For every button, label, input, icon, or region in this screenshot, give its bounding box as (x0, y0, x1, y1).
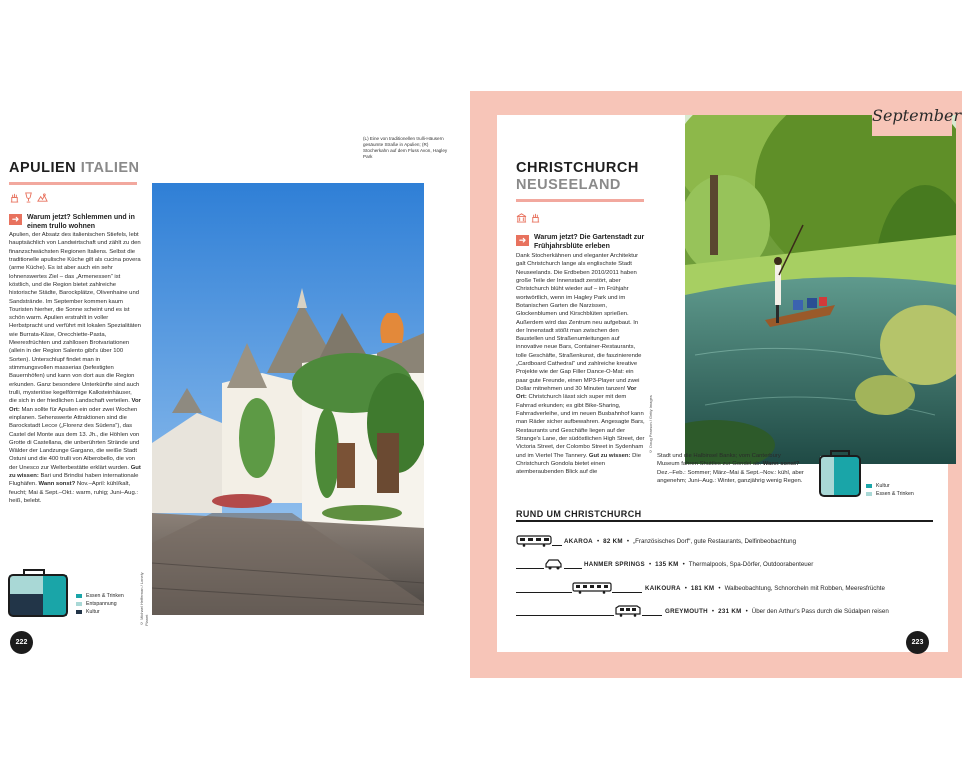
route-line (612, 592, 642, 593)
theme-icons (9, 192, 48, 203)
trip-item: HANMER SPRINGS • 135 KM • Thermalpools, Spa-Dörfer, Outdoorabenteuer (584, 561, 814, 568)
body-paragraph: Apulien, der Absatz des italienischen Stiefels, lebt hauptsächlich von Landwirtschaft und zählt zu den finanzschwächsten Regionen Italiens. Selbst die traditionelle apulische Küche gilt als cucina povera (arme Küche). Es ist aber auch ein sehr lohnenswertes Ziel – das „Armenessen“ ist köstlich, und die Region bietet zahlreiche historische Städte, Barockplätze, Olivenhaine und Sandstrände. Im September kommen kaum Touristen hierher, die Sonne scheint und es ist schön warm. Apulien erstrahlt in voller Herbstpracht und verführt mit lokalen Spezialitäten wie Burrata-Käse, Orecchiette-Pasta, Meeresfrüchten und zahllosen Brotvariationen (allein in der Region Salento gibt's über 100 Sorten). Unterschlupf findet man in stimmungsvollen masserias (befestigten Bauernhöfen) und kann von dort aus die Region erkunden. Ganz besondere Unterkünfte sind auch trulli, mysteriöse kegelförmige Kalksteinhäuser, die sich in der friedlichen Landschaft verteilen. (9, 232, 141, 405)
title-underline (516, 199, 644, 202)
tram-icon (614, 605, 642, 617)
route-line (642, 615, 662, 616)
train-icon (516, 535, 552, 547)
photo-caption: (L) Eine von traditionellen trulli-Häusern gesäumte Straße in Apulien; (R) Stocherkahn auf dem Fluss Avon, Hagley Park (363, 136, 448, 159)
bus-icon (572, 582, 612, 594)
theme-icons (516, 212, 541, 223)
month-badge: September (872, 96, 952, 136)
wann-sonst-label: Wann sonst? (762, 461, 800, 468)
body-text (9, 231, 141, 505)
body-text-column-2 (657, 452, 804, 485)
legend (866, 482, 914, 498)
page-number: 223 (906, 631, 929, 654)
destination-title (9, 160, 140, 176)
destination-name: CHRISTCHURCH (516, 160, 639, 176)
car-icon (544, 558, 564, 570)
section-heading: RUND UM CHRISTCHURCH (516, 509, 642, 519)
legend-item: Kultur (866, 482, 914, 490)
vor-ort-text: Christchurch lässt sich super mit dem Fahrrad erkunden; es gibt Bike-Sharing, Fahrradverleihe, und im neuen Busbahnhof kann man Räder sicher aufbewahren. Angesagte Bars, Restaurants und Geschäfte liegen auf der Strange's Lane, der südöstlichen High Street, der Victoria Street, der Colombo Street in Sydenham und im Viertel The Tannery. (516, 394, 645, 459)
legend-item: Essen & Trinken (866, 490, 914, 498)
left-page (0, 0, 470, 769)
arrow-icon: ➜ (516, 235, 529, 246)
wann-sonst-text: Nov.–April: kühl/kalt, feucht; Mai & Sept.–Okt.: warm, ruhig; Juni–Aug.: heiß, belebt. (9, 481, 138, 504)
destination-country: NEUSEELAND (516, 177, 621, 193)
body-paragraph: Stadt und die Halbinsel Banks; vom Canterbury Museum fahren Shuttles zur Gondel ab. (657, 453, 781, 468)
destination-country: ITALIEN (80, 160, 140, 176)
food-icon (9, 192, 20, 203)
photo-credit: © Michael Heffernan / Lonely Planet (139, 572, 149, 626)
landscape-icon (37, 192, 48, 203)
route-line (516, 615, 614, 616)
food-icon (530, 212, 541, 223)
title-underline (9, 182, 137, 185)
vor-ort-text: Man sollte für Apulien ein oder zwei Wochen einplanen. Sehenswerte Attraktionen sind die Barockstadt Lecce („Florenz des Südens“), das Castel del Monte aus dem 13. Jh., die Höhlen von Grotte di Castellana, die unberührten Strände und Wälder der Landzunge Gargano, die weiße Stadt Ostuni und die 400 trulli von Alberobello, die von der Unesco zur Welterbestätte erklärt wurden. (9, 406, 140, 471)
wann-sonst-text: Dez.–Feb.: Sommer; März–Mai & Sept.–Nov.: kühl, aber angenehm; Juni–Aug.: Winter, ganzjährig wenig Regen. (657, 469, 804, 484)
wann-sonst-label: Wann sonst? (38, 481, 76, 488)
trulli-street-photo (152, 183, 424, 615)
vor-ort-label: Vor Ort: (9, 398, 141, 413)
route-line (564, 568, 582, 569)
body-paragraph: Dank Stocherkähnen und eleganter Architektur galt Christchurch lange als englischste Stadt Neuseelands. Die Erdbeben 2010/2011 haben große Teile der Innenstadt zerstört, aber Christchurch blüht wieder auf – im Frühjahr wortwörtlich, wenn im Hagley Park und im Botanischen Garten die Narzissen, Glockenblumen und Kirschblüten sprießen. Außerdem wird das Zentrum neu aufgebaut. In der Innenstadt stößt man zwischen den Baustellen und Straßenumleitungen auf innovative neue Bars, Container-Restaurants, tolle Geschäfte, Straßenkunst, die faszinierende „Cardboard Cathedral“ und zahlreiche kreative Projekte wie der Gap Filler Dance-O-Mat: ein paar gute Freunde, einen MP3-Player und zwei Dollar mitnehmen und 30 Minuten tanzen! (516, 253, 642, 392)
legend-item: Essen & Trinken (76, 592, 124, 600)
lead-heading: Warum jetzt? Schlemmen und in einem trullo wohnen (27, 214, 135, 230)
river-punting-photo (685, 115, 956, 464)
gut-zu-wissen-label: Gut zu wissen: (9, 464, 141, 480)
body-text (516, 252, 646, 476)
route-line (516, 568, 544, 569)
lead-heading: Warum jetzt? Die Gartenstadt zur Frühjahrsblüte erleben (534, 234, 645, 250)
legend (76, 592, 124, 616)
vor-ort-label: Vor Ort: (516, 386, 637, 401)
gut-zu-wissen-text: Die Christchurch Gondola bietet einen atemberaubenden Blick auf die (516, 452, 641, 476)
suitcase-icon (819, 449, 861, 497)
section-rule (516, 520, 933, 522)
route-line (516, 592, 572, 593)
trip-item: GREYMOUTH • 231 KM • Über den Arthur's Pass durch die Südalpen reisen (665, 608, 889, 615)
photo-credit: © Doug Pearson / Getty Images (648, 395, 653, 454)
arrow-icon: ➜ (9, 214, 22, 225)
destination-name: APULIEN (9, 160, 77, 176)
gut-zu-wissen-label: Gut zu wissen: (588, 452, 631, 459)
culture-icon (516, 212, 527, 223)
suitcase-icon (8, 568, 68, 617)
gut-zu-wissen-text: Bari und Brindisi haben internationale Flughäfen. (9, 473, 139, 488)
route-line (552, 545, 562, 546)
destination-title (516, 160, 639, 194)
page-number: 222 (10, 631, 33, 654)
legend-item: Entspannung (76, 600, 124, 608)
legend-item: Kultur (76, 608, 124, 616)
trip-item: AKAROA • 82 KM • „Französisches Dorf“, gute Restaurants, Delfinbeobachtung (564, 538, 797, 545)
wine-icon (23, 192, 34, 203)
trip-item: KAIKOURA • 181 KM • Walbeobachtung, Schnorcheln mit Robben, Meeresfrüchte (645, 585, 885, 592)
